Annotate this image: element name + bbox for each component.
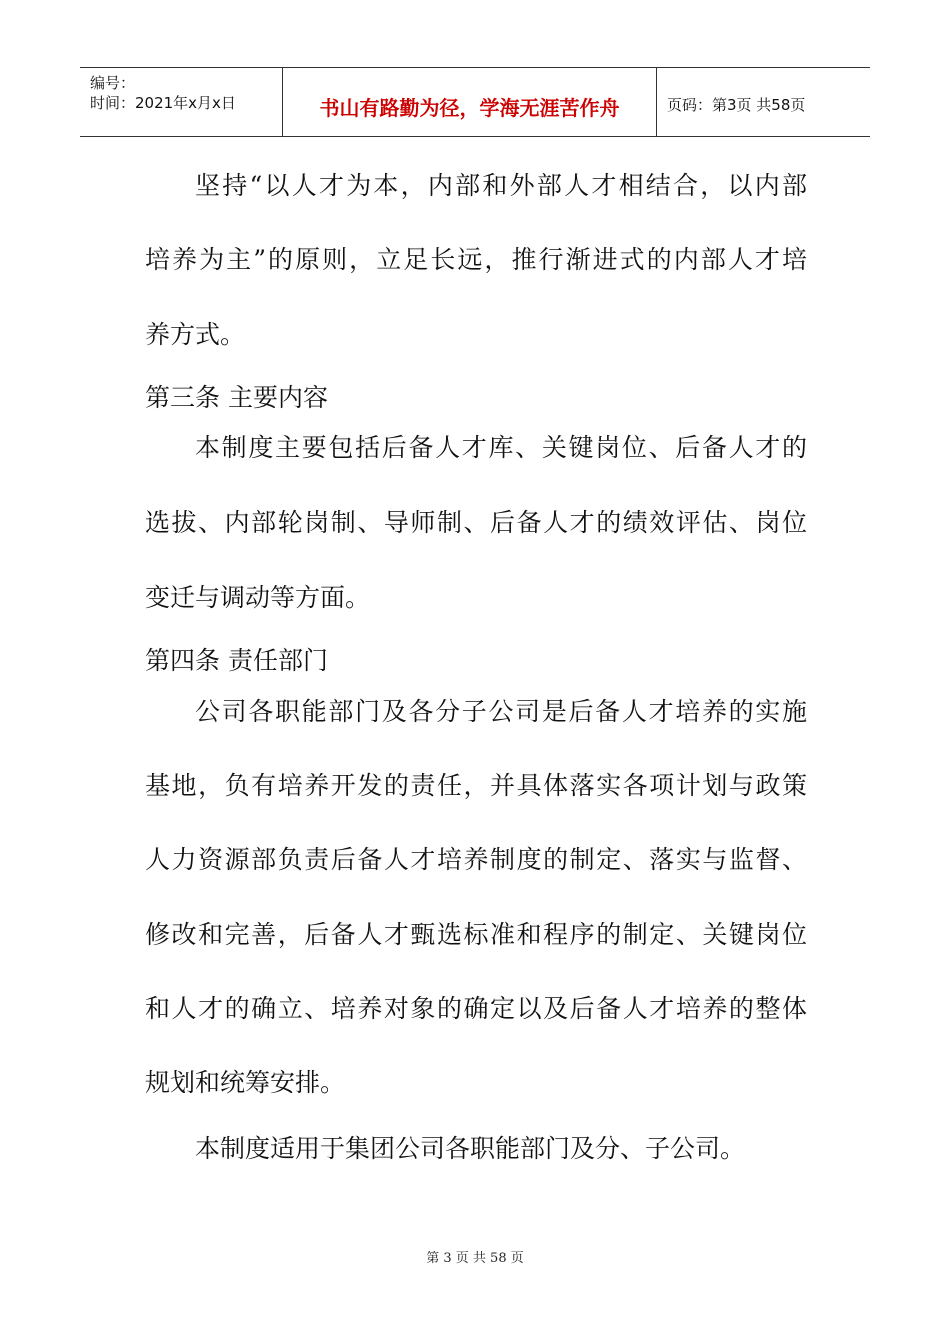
paragraph-line: 培养为主”的原则，立足长远，推行渐进式的内部人才培 (145, 245, 807, 274)
date-label: 时间：2021年x月x日 (90, 94, 236, 112)
paragraph-line: 选拔、内部轮岗制、导师制、后备人才的绩效评估、岗位 (145, 508, 807, 537)
paragraph-line: 公司各职能部门及各分子公司是后备人才培养的实施 (195, 697, 807, 726)
page-info: 页码：第3页 共58页 (667, 96, 806, 114)
paragraph-line: 规划和统筹安排。 (145, 1068, 346, 1097)
section-heading: 第三条 主要内容 (145, 383, 328, 412)
paragraph-line: 修改和完善，后备人才甄选标准和程序的制定、关键岗位 (145, 920, 807, 949)
paragraph-line: 和人才的确立、培养对象的确定以及后备人才培养的整体 (145, 994, 807, 1023)
paragraph-line: 本制度适用于集团公司各职能部门及分、子公司。 (195, 1134, 746, 1163)
header-info-cell (80, 68, 283, 136)
code-label: 编号： (90, 74, 136, 92)
page-footer: 第 3 页 共 58 页 (426, 1251, 524, 1266)
paragraph-line: 养方式。 (145, 320, 246, 349)
header-motto-cell (283, 68, 657, 136)
paragraph-line: 基地，负有培养开发的责任，并具体落实各项计划与政策 (145, 771, 807, 800)
paragraph-line: 本制度主要包括后备人才库、关键岗位、后备人才的 (195, 433, 807, 462)
page-header (80, 67, 870, 137)
paragraph-line: 人力资源部负责后备人才培养制度的制定、落实与监督、 (145, 845, 807, 874)
paragraph-line: 坚持“以人才为本，内部和外部人才相结合，以内部 (195, 171, 807, 200)
section-heading: 第四条 责任部门 (145, 646, 328, 675)
paragraph-line: 变迁与调动等方面。 (145, 583, 371, 612)
header-page-cell (657, 68, 870, 136)
motto: 书山有路勤为径，学海无涯苦作舟 (319, 96, 620, 120)
